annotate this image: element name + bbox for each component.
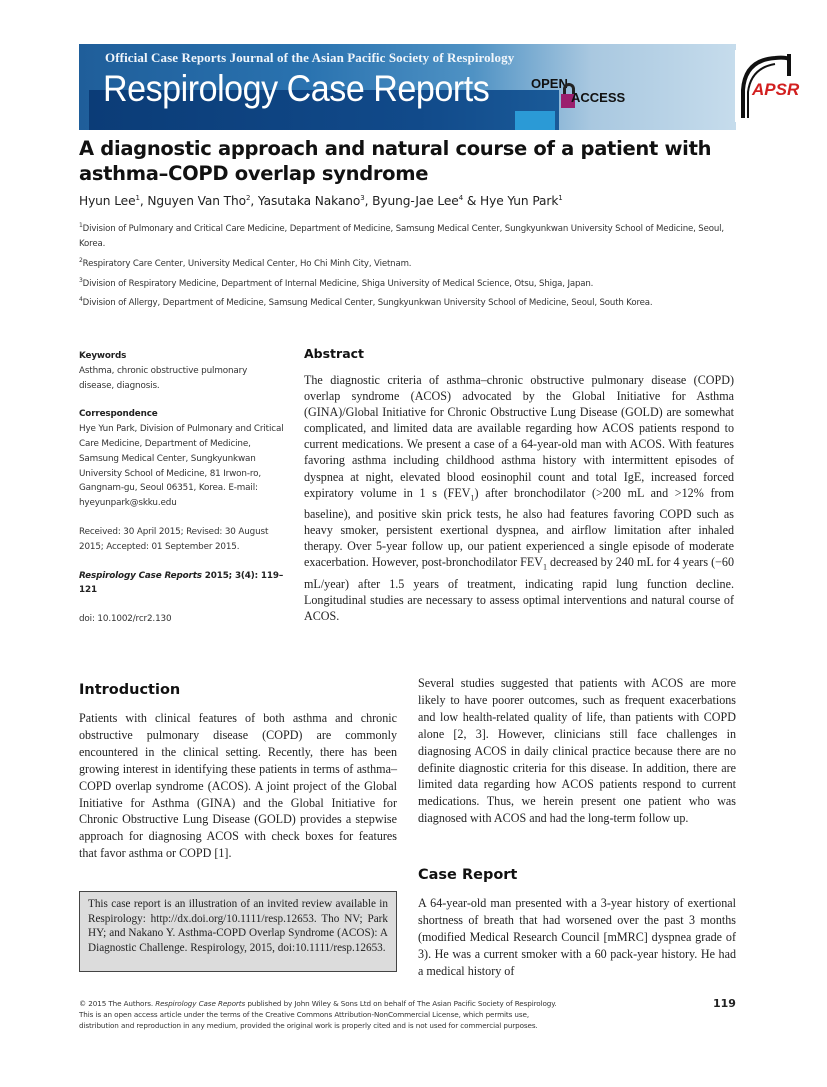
article-title: A diagnostic approach and natural course of a patient with asthma–COPD overlap syndrome	[79, 137, 712, 185]
author-name: Byung-Jae Lee	[372, 194, 459, 209]
affiliation-number: 1	[79, 222, 83, 229]
case-report-paragraph-1: A 64-year-old man presented with a 3-year history of exertional shortness of breath that had worsened over the past 3 months (modified Medical Research Council [mMRC] dyspnea grade of 3). He was a current smoker with a 60 pack-year history. He had a medical history of	[418, 896, 736, 978]
author-separator: ,	[250, 194, 258, 209]
abstract-heading: Abstract	[304, 346, 365, 361]
license-line: This is an open access article under the terms of the Creative Commons Attribution-NonCommercial License, which permits use,	[79, 1010, 530, 1020]
author-name: Hye Yun Park	[480, 194, 559, 209]
affiliation-item	[79, 292, 729, 311]
invited-review-callout: This case report is an illustration of an invited review available in Respirology: http://dx.doi.org/10.1111/resp.12653. Tho NV; Park HY; and Nakano Y. Asthma-COPD Overlap Syndrome (ACOS): A Diagnostic Challenge. Respirology, 2015, doi:10.1111/resp.12653.	[79, 891, 397, 972]
affiliation-item	[79, 253, 729, 272]
author-affiliation-mark: 3	[360, 194, 365, 202]
affiliation-text: Respiratory Care Center, University Medical Center, Ho Chi Minh City, Vietnam.	[82, 258, 412, 269]
affiliation-text: Division of Respiratory Medicine, Department of Internal Medicine, Shiga University of Medical Science, Otsu, Shiga, Japan.	[82, 278, 594, 289]
open-label: OPEN	[531, 76, 568, 91]
apsr-label: APSR	[752, 80, 800, 99]
affiliation-number: 2	[79, 257, 83, 265]
author-list	[79, 194, 563, 208]
journal-banner	[79, 44, 800, 130]
correspondence-text: Hye Yun Park, Division of Pulmonary and Critical Care Medicine, Department of Medicine, Samsung Medical Center, Sungkyunkwan University School of Medicine, 81 Irwon-ro, Gangnam-gu, Seoul 06351, Korea. E-mail: hyeyunpark@skku.edu	[79, 424, 284, 509]
author-affiliation-mark: 2	[245, 194, 251, 202]
subscript: 1	[470, 493, 475, 503]
banner-subtitle: Official Case Reports Journal of the Asian Pacific Society of Respirology	[105, 50, 515, 65]
affiliation-number: 3	[79, 276, 83, 284]
author-name: Yasutaka Nakano	[257, 194, 361, 209]
access-label: ACCESS	[571, 90, 626, 105]
author-name: Nguyen Van Tho	[147, 194, 246, 209]
introduction-paragraph-1: Patients with clinical features of both asthma and chronic obstructive pulmonary disease (COPD) are commonly encountered in the clinical setting. Recently, there has been growing interest in identifying these patients in terms of asthma–COPD overlap syndrome (ACOS). A joint project of the Global Initiative for Asthma (GINA) and the Global Initiative for Chronic Obstructive Lung Disease (GOLD) provides a stepwise approach for diagnosing ACOS with check boxes for features that favor asthma or COPD [1].	[79, 711, 397, 861]
affiliation-item	[79, 218, 729, 253]
doi-link[interactable]: doi: 10.1002/rcr2.130	[79, 614, 172, 625]
license-footer	[79, 998, 639, 1032]
open-access-logo	[531, 76, 641, 112]
author-separator: ,	[139, 194, 148, 209]
copyright-text: © 2015 The Authors.	[79, 999, 156, 1008]
banner-accent-band	[515, 111, 555, 130]
author-affiliation-mark: 1	[135, 194, 140, 202]
introduction-paragraph-2: Several studies suggested that patients with ACOS are more likely to have poorer outcomes, such as frequent exacerbations and low health-related quality of life, than patients with COPD alone [2, 3]. However, clinicians still face challenges in diagnosing ACOS in daily clinical practice because there are no definite diagnostic criteria for this disease. In addition, there are limited data regarding how ACOS patients respond to current medications. Thus, we herein present one patient who was diagnosed with ACOS and had the long-term follow up.	[418, 676, 736, 826]
apsr-logo	[735, 50, 810, 122]
correspondence-heading: Correspondence	[79, 409, 158, 420]
author-affiliation-mark: 4	[458, 194, 464, 202]
journal-title: Respirology Case Reports	[103, 68, 490, 109]
page-number: 119	[713, 997, 736, 1010]
article-sidebar	[79, 349, 284, 627]
abstract-text-part: ) after bronchodilator (>200 mL and >12% from baseline), and positive skin prick tests, he also had features favoring COPD such as heavy smoker, persistent exertional dyspnea, and airflow limitation after inhaled therapy. Over 5-year follow up, our patient experienced a single episode of moderate exacerbation. However, post-bronchodilator FEV	[304, 485, 735, 570]
author-separator: &	[463, 194, 481, 209]
author-separator: ,	[364, 194, 373, 209]
affiliation-text: Division of Pulmonary and Critical Care Medicine, Department of Medicine, Samsung Medical Center, Sungkyunkwan University School of Medicine, Seoul, Korea.	[79, 223, 724, 250]
author-affiliation-mark: 1	[558, 194, 563, 202]
license-line: distribution and reproduction in any medium, provided the original work is properly cited and is not used for commercial purposes.	[79, 1021, 538, 1031]
correspondence-block	[79, 407, 284, 511]
keywords-text: Asthma, chronic obstructive pulmonary disease, diagnosis.	[79, 365, 248, 391]
affiliation-item	[79, 273, 729, 292]
affiliation-text: Division of Allergy, Department of Medicine, Samsung Medical Center, Sungkyunkwan University School of Medicine, Seoul, South Korea.	[82, 297, 653, 308]
citation-block	[79, 569, 284, 599]
abstract-text	[304, 372, 734, 624]
subscript: 1	[542, 562, 547, 572]
author-name: Hyun Lee	[79, 194, 136, 209]
abstract-text-part: decreased by 240 mL for 4 years (−60 mL/year) after 1.5 years of treatment, indicating rapid lung function decline. Longitudinal studies are necessary to assess optimal interventions and natural course of ACOS.	[304, 555, 735, 624]
affiliations	[79, 218, 729, 311]
affiliation-number: 4	[79, 295, 83, 303]
introduction-heading: Introduction	[79, 682, 181, 698]
copyright-line	[79, 998, 639, 1009]
copyright-journal: Respirology Case Reports	[155, 999, 246, 1008]
copyright-text: published by John Wiley & Sons Ltd on behalf of The Asian Pacific Society of Respirology.	[245, 999, 557, 1008]
citation-journal: Respirology Case Reports	[79, 570, 202, 581]
case-report-heading: Case Report	[418, 867, 518, 883]
keywords-heading: Keywords	[79, 351, 127, 361]
citation-volume-pages: 2015; 3(4): 119–121	[79, 570, 284, 596]
keywords-block	[79, 349, 284, 393]
dates-block: Received: 30 April 2015; Revised: 30 August 2015; Accepted: 01 September 2015.	[79, 526, 269, 552]
abstract-text-part: The diagnostic criteria of asthma–chronic obstructive pulmonary disease (COPD) overlap syndrome (ACOS) advocated by the Global Initiative for Asthma (GINA)/Global Initiative for Chronic Obstructive Lung Disease (GOLD) are somewhat complicated, and limited data are available regarding how ACOS patients respond to current medications. We present a case of a 64-year-old man with ACOS. With features favoring asthma including childhood asthma history with intermittent episodes of dyspnea at night, elevated blood eosinophil count and total IgE, increased forced expiratory volume in 1 s (FEV	[304, 373, 734, 500]
